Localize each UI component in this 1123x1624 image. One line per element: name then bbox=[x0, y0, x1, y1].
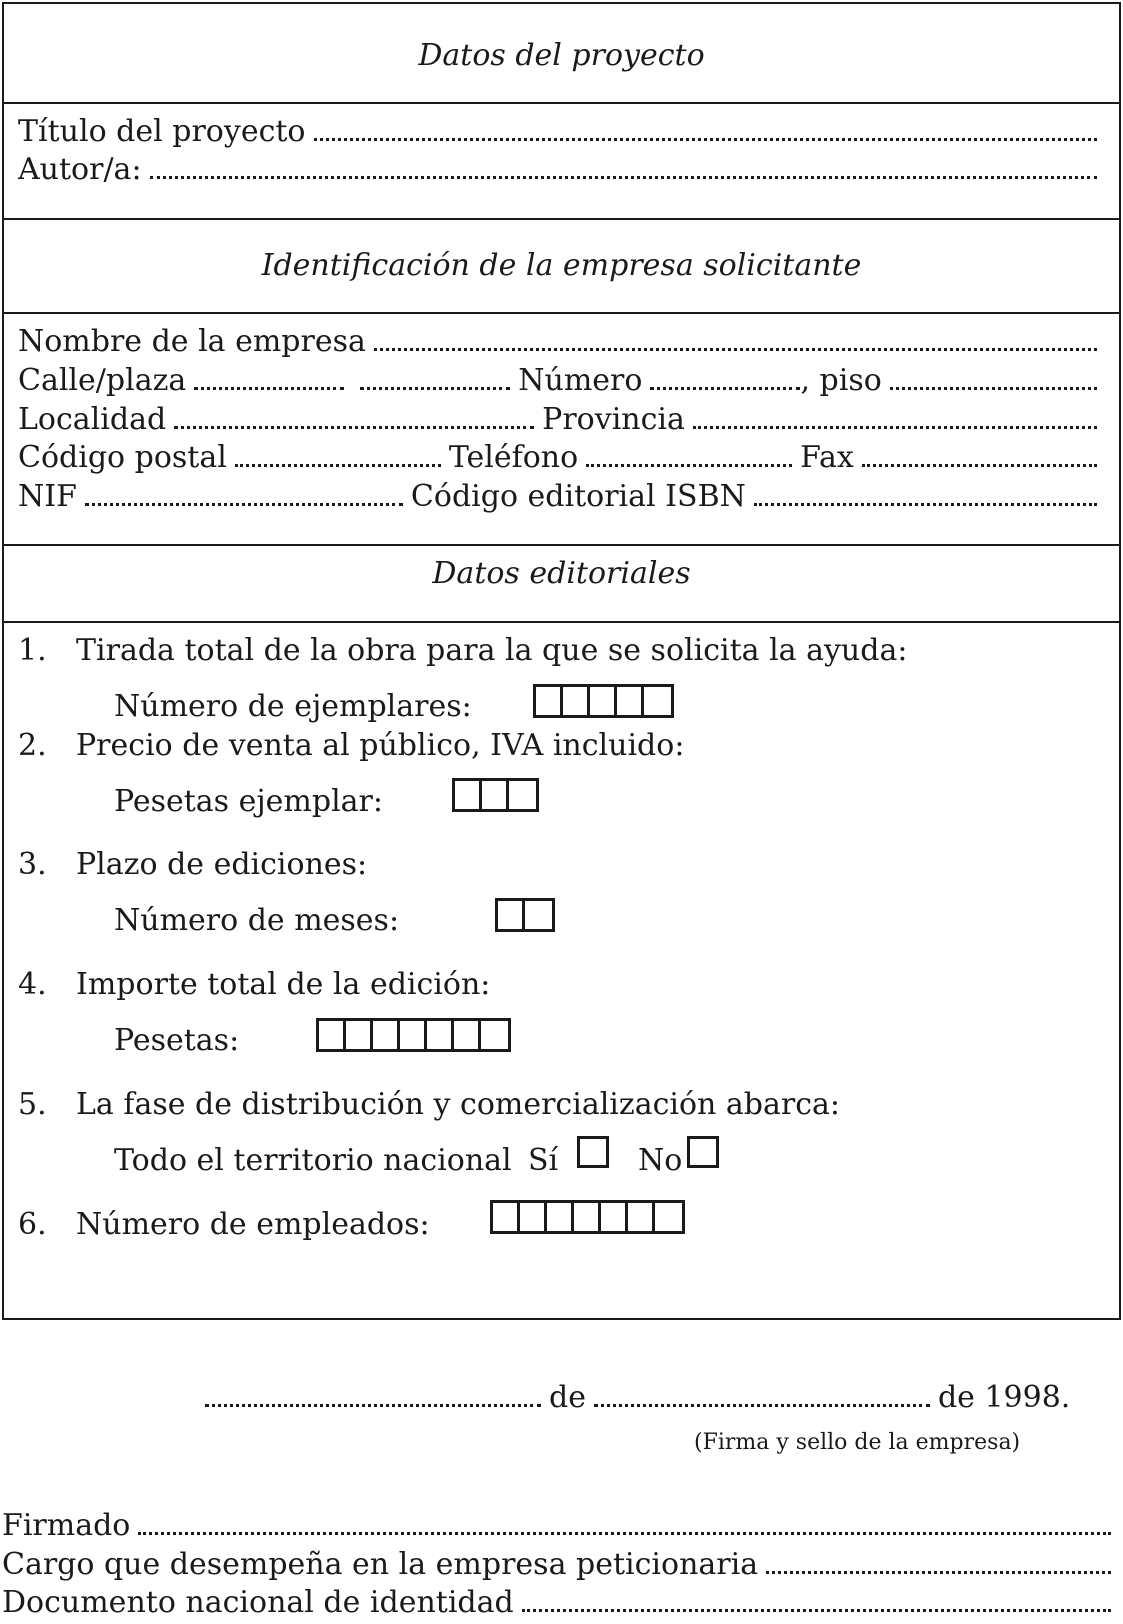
digit-box[interactable] bbox=[525, 901, 552, 929]
digit-box[interactable] bbox=[655, 1203, 682, 1231]
digit-box[interactable] bbox=[547, 1203, 574, 1231]
copies-label: Número de ejemplares: bbox=[114, 689, 472, 724]
nif-label: NIF bbox=[18, 479, 77, 514]
application-form bbox=[2, 2, 1121, 1320]
date-de-2: de 1998. bbox=[937, 1380, 1071, 1415]
item-number: 3. bbox=[18, 847, 47, 882]
fill-line[interactable] bbox=[85, 497, 403, 506]
divider bbox=[4, 102, 1119, 104]
nif-isbn-field[interactable] bbox=[18, 479, 1105, 515]
locality-label: Localidad bbox=[18, 402, 167, 437]
fill-line[interactable] bbox=[150, 170, 1097, 179]
fill-line[interactable] bbox=[693, 420, 1097, 429]
fill-line[interactable] bbox=[890, 381, 1097, 390]
digit-box[interactable] bbox=[427, 1021, 454, 1049]
locality-field[interactable] bbox=[18, 402, 1105, 438]
item-text: Número de empleados: bbox=[76, 1207, 430, 1242]
item-text: La fase de distribución y comercialización abarca: bbox=[76, 1087, 841, 1122]
divider bbox=[4, 312, 1119, 314]
fill-line-month[interactable] bbox=[594, 1398, 930, 1407]
fill-line[interactable] bbox=[586, 458, 792, 467]
position-field[interactable] bbox=[2, 1547, 1119, 1583]
digit-box[interactable] bbox=[493, 1203, 520, 1231]
fill-line-day[interactable] bbox=[205, 1398, 541, 1407]
digit-box[interactable] bbox=[346, 1021, 373, 1049]
item-number: 2. bbox=[18, 728, 47, 763]
fill-line[interactable] bbox=[650, 381, 800, 390]
item-text: Precio de venta al público, IVA incluido: bbox=[76, 728, 685, 763]
province-label: Provincia bbox=[542, 402, 685, 437]
fill-line[interactable] bbox=[374, 342, 1097, 351]
digit-box[interactable] bbox=[628, 1203, 655, 1231]
contact-field[interactable] bbox=[18, 440, 1105, 476]
divider bbox=[4, 621, 1119, 623]
amount-input[interactable] bbox=[316, 1018, 511, 1052]
street-label: Calle/plaza bbox=[18, 363, 187, 398]
signature-note: (Firma y sello de la empresa) bbox=[694, 1430, 1021, 1455]
territory-label: Todo el territorio nacional bbox=[114, 1143, 512, 1178]
digit-box[interactable] bbox=[520, 1203, 547, 1231]
digit-box[interactable] bbox=[536, 687, 563, 715]
address-field[interactable] bbox=[18, 363, 1105, 399]
digit-box[interactable] bbox=[590, 687, 617, 715]
copies-input[interactable] bbox=[533, 684, 674, 718]
digit-box[interactable] bbox=[563, 687, 590, 715]
digit-box[interactable] bbox=[574, 1203, 601, 1231]
fill-line[interactable] bbox=[754, 497, 1097, 506]
fill-line[interactable] bbox=[174, 420, 534, 429]
digit-box[interactable] bbox=[644, 687, 671, 715]
section-title-company: Identificación de la empresa solicitante bbox=[261, 248, 862, 283]
digit-box[interactable] bbox=[373, 1021, 400, 1049]
amount-label: Pesetas: bbox=[114, 1023, 240, 1058]
digit-box[interactable] bbox=[498, 901, 525, 929]
id-field[interactable] bbox=[2, 1585, 1119, 1621]
fill-line[interactable] bbox=[766, 1565, 1111, 1574]
floor-label: , piso bbox=[800, 363, 882, 398]
item-number: 5. bbox=[18, 1087, 47, 1122]
employees-input[interactable] bbox=[490, 1200, 685, 1234]
fill-line[interactable] bbox=[862, 458, 1097, 467]
company-name-label: Nombre de la empresa bbox=[18, 324, 366, 359]
item-text: Plazo de ediciones: bbox=[76, 847, 368, 882]
date-de-1: de bbox=[549, 1380, 586, 1415]
digit-box[interactable] bbox=[400, 1021, 427, 1049]
item-text: Importe total de la edición: bbox=[76, 967, 491, 1002]
item-number: 1. bbox=[18, 633, 47, 668]
fill-line[interactable] bbox=[522, 1603, 1111, 1612]
no-label: No bbox=[638, 1143, 683, 1178]
author-field[interactable] bbox=[18, 152, 1105, 188]
date-line[interactable] bbox=[205, 1380, 1120, 1416]
digit-box[interactable] bbox=[481, 1021, 508, 1049]
project-title-label: Título del proyecto bbox=[18, 114, 306, 149]
digit-box[interactable] bbox=[509, 781, 536, 809]
digit-box[interactable] bbox=[482, 781, 509, 809]
no-checkbox[interactable] bbox=[687, 1136, 719, 1168]
yes-checkbox[interactable] bbox=[577, 1136, 609, 1168]
yes-label: Sí bbox=[528, 1143, 559, 1178]
digit-box[interactable] bbox=[617, 687, 644, 715]
fill-line[interactable] bbox=[194, 381, 344, 390]
digit-box[interactable] bbox=[319, 1021, 346, 1049]
fax-label: Fax bbox=[800, 440, 854, 475]
price-label: Pesetas ejemplar: bbox=[114, 784, 384, 819]
position-label: Cargo que desempeña en la empresa peticionaria bbox=[2, 1547, 759, 1582]
item-number: 6. bbox=[18, 1207, 47, 1242]
digit-box[interactable] bbox=[455, 781, 482, 809]
fill-line[interactable] bbox=[235, 458, 441, 467]
item-text: Tirada total de la obra para la que se solicita la ayuda: bbox=[76, 633, 908, 668]
postal-label: Código postal bbox=[18, 440, 227, 475]
fill-line[interactable] bbox=[138, 1526, 1111, 1535]
digit-box[interactable] bbox=[454, 1021, 481, 1049]
price-input[interactable] bbox=[452, 778, 539, 812]
divider bbox=[4, 218, 1119, 220]
number-label: Número bbox=[518, 363, 643, 398]
section-title-project: Datos del proyecto bbox=[418, 38, 705, 73]
signed-label: Firmado bbox=[2, 1508, 131, 1543]
digit-box[interactable] bbox=[601, 1203, 628, 1231]
author-label: Autor/a: bbox=[18, 152, 142, 187]
section-title-editorial: Datos editoriales bbox=[432, 556, 691, 591]
company-name-field[interactable] bbox=[18, 324, 1105, 360]
item-number: 4. bbox=[18, 967, 47, 1002]
id-label: Documento nacional de identidad bbox=[2, 1585, 514, 1620]
fill-line[interactable] bbox=[314, 132, 1098, 141]
divider bbox=[4, 544, 1119, 546]
phone-label: Teléfono bbox=[448, 440, 579, 475]
isbn-label: Código editorial ISBN bbox=[410, 479, 746, 514]
signed-field[interactable] bbox=[2, 1508, 1119, 1544]
fill-line[interactable] bbox=[360, 381, 510, 390]
months-input[interactable] bbox=[495, 898, 555, 932]
months-label: Número de meses: bbox=[114, 903, 400, 938]
project-title-field[interactable] bbox=[18, 114, 1105, 150]
